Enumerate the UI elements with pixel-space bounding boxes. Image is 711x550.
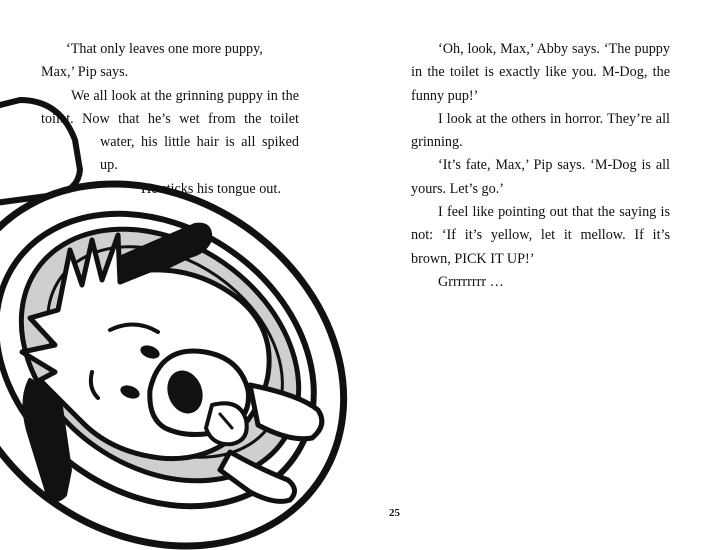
- right-paragraph-3: ‘It’s fate, Max,’ Pip says. ‘M-Dog is all yours. Let’s go.’: [411, 157, 670, 197]
- left-paragraph-2-line-4: He sticks his tongue out.: [141, 180, 281, 197]
- left-page-text: [41, 38, 299, 201]
- left-paragraph-2-line-2: toilet. Now that he’s wet from the toilet: [41, 110, 299, 127]
- right-page-text: [411, 38, 670, 294]
- right-paragraph-2: I look at the others in horror. They’re all grinning.: [411, 110, 670, 151]
- page-number: 25: [389, 507, 400, 519]
- right-paragraph-1: ‘Oh, look, Max,’ Abby says. ‘The puppy in the toilet is exactly like you. M-Dog, the funny pup!’: [411, 41, 670, 104]
- left-paragraph-1: ‘That only leaves one more puppy, Max,’ Pip says.: [41, 41, 263, 81]
- left-paragraph-2-line-3: water, his little hair is all spiked up.: [100, 134, 299, 174]
- right-paragraph-5: Grrrrrrrr …: [438, 273, 504, 290]
- left-paragraph-2-line-1: We all look at the grinning puppy in the: [71, 87, 299, 104]
- right-paragraph-4: I feel like pointing out that the saying is not: ‘If it’s yellow, let it mellow. If it’s brown, PICK IT UP!’: [411, 204, 670, 267]
- puppy-tongue: [206, 403, 247, 444]
